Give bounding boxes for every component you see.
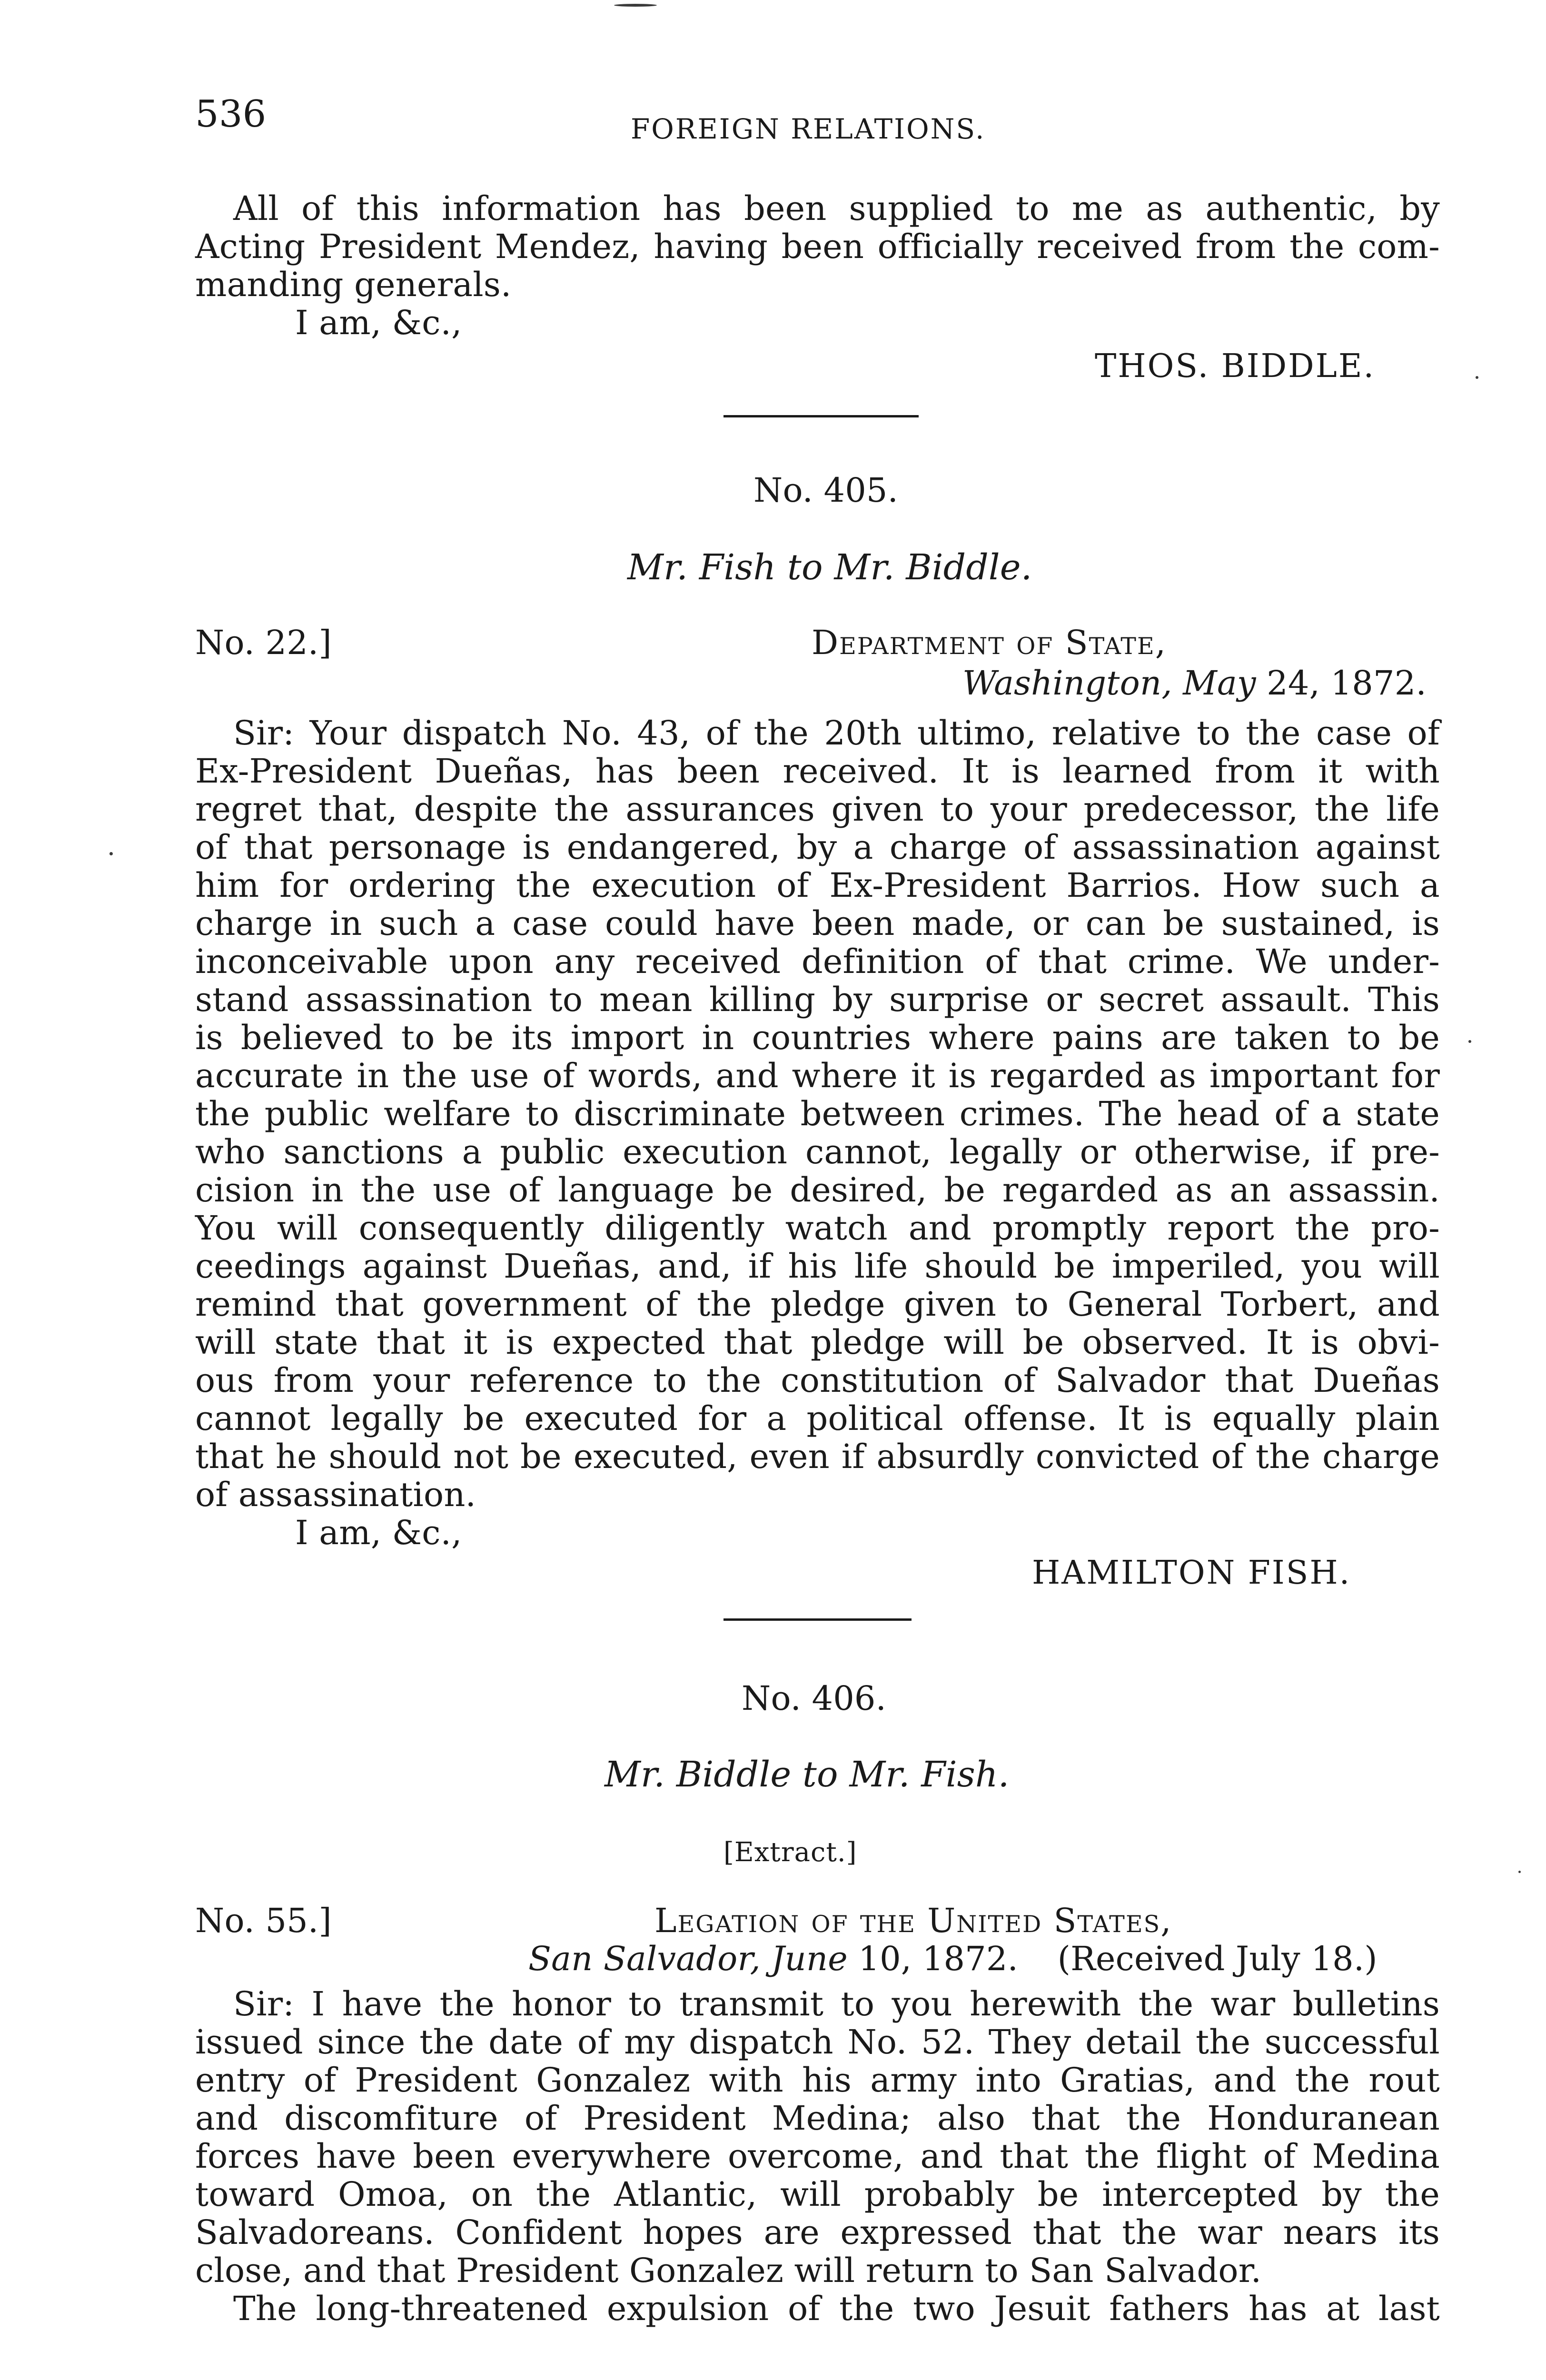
paragraph-line: accurate in the use of words, and where it is regarded as important for [195, 1056, 1440, 1095]
paragraph-line: manding generals. [195, 265, 512, 304]
paragraph-line: You will consequently diligently watch and promptly report the pro- [195, 1209, 1440, 1248]
scan-speck [614, 4, 657, 7]
extract-note: [Extract.] [723, 1837, 857, 1868]
dateline-place: Department of State, [812, 623, 1167, 662]
paragraph-line: that he should not be executed, even if absurdly convicted of the charge [195, 1437, 1440, 1476]
paragraph-line: Acting President Mendez, having been officially received from the com- [195, 227, 1440, 266]
paragraph-line: close, and that President Gonzalez will return to San Salvador. [195, 2251, 1262, 2290]
paragraph-line: Salvadoreans. Confident hopes are expressed that the war nears its [195, 2213, 1440, 2252]
paragraph-line: inconceivable upon any received definition of that crime. We under- [195, 942, 1440, 981]
document-number: No. 405. [753, 471, 899, 510]
dateline-month: May [1183, 664, 1256, 703]
paragraph-line: regret that, despite the assurances given to your predecessor, the life [195, 790, 1440, 829]
paragraph-line: remind that government of the pledge given to General Torbert, and [195, 1285, 1440, 1324]
paragraph-line: issued since the date of my dispatch No. 52. They detail the successful [195, 2023, 1440, 2062]
paragraph-line: ceedings against Dueñas, and, if his life should be imperiled, you will [195, 1247, 1440, 1286]
dateline-city: San Salvador, [528, 1939, 761, 1978]
paragraph-line: and discomfiture of President Medina; also that the Honduranean [195, 2099, 1440, 2138]
signature: HAMILTON FISH. [1032, 1554, 1351, 1592]
paragraph-line: the public welfare to discriminate between crimes. The head of a state [195, 1094, 1440, 1133]
section-divider [723, 415, 919, 417]
paragraph-line: who sanctions a public execution cannot, legally or otherwise, if pre- [195, 1132, 1440, 1171]
dateline [528, 1940, 1378, 1978]
dateline-place: Legation of the United States, [654, 1901, 1172, 1940]
paragraph-line: toward Omoa, on the Atlantic, will probably be intercepted by the [195, 2175, 1440, 2214]
dateline-city: Washington, [962, 664, 1172, 703]
dateline-day-year: 24, 1872. [1267, 664, 1427, 703]
dateline-received: (Received July 18.) [1057, 1939, 1378, 1978]
dateline-day-year: 10, 1872. [858, 1939, 1019, 1978]
page-number: 536 [195, 93, 267, 136]
dispatch-reference: No. 22.] [195, 623, 332, 662]
paragraph-line: All of this information has been supplied to me as authentic, by [233, 189, 1440, 228]
paragraph-line: The long-threatened expulsion of the two Jesuit fathers has at last [233, 2289, 1440, 2328]
signature: THOS. BIDDLE. [1095, 347, 1376, 385]
document-heading: Mr. Biddle to Mr. Fish. [605, 1754, 1010, 1795]
paragraph-line: of that personage is endangered, by a charge of assassination against [195, 828, 1440, 867]
scan-speck [109, 852, 113, 855]
running-title: FOREIGN RELATIONS. [631, 113, 986, 145]
paragraph-line: is believed to be its import in countries where pains are taken to be [195, 1018, 1440, 1057]
paragraph-line: Sir: I have the honor to transmit to you herewith the war bulletins [233, 1984, 1440, 2023]
document-number: No. 406. [742, 1679, 887, 1718]
scan-speck [1468, 1040, 1471, 1043]
dateline-month: June [771, 1939, 848, 1978]
document-heading: Mr. Fish to Mr. Biddle. [627, 547, 1032, 588]
paragraph-line: forces have been everywhere overcome, and that the flight of Medina [195, 2137, 1440, 2176]
paragraph-line: cannot legally be executed for a political offense. It is equally plain [195, 1399, 1440, 1438]
paragraph-line: cision in the use of language be desired, be regarded as an assassin. [195, 1170, 1440, 1210]
salutation-close: I am, &c., [295, 303, 462, 342]
paragraph-line: of assassination. [195, 1475, 476, 1514]
salutation-close: I am, &c., [295, 1513, 462, 1552]
paragraph-line: entry of President Gonzalez with his army into Gratias, and the rout [195, 2061, 1440, 2100]
scan-speck [1476, 376, 1478, 379]
scan-speck [1518, 1871, 1521, 1873]
paragraph-line: ous from your reference to the constitution of Salvador that Dueñas [195, 1361, 1440, 1400]
section-divider [723, 1618, 912, 1621]
paragraph-line: Sir: Your dispatch No. 43, of the 20th ultimo, relative to the case of [233, 714, 1440, 753]
paragraph-line: him for ordering the execution of Ex-President Barrios. How such a [195, 866, 1440, 905]
paragraph-line: stand assassination to mean killing by surprise or secret assault. This [195, 980, 1440, 1019]
dispatch-reference: No. 55.] [195, 1901, 332, 1940]
paragraph-line: Ex-President Dueñas, has been received. It is learned from it with [195, 752, 1440, 791]
paragraph-line: will state that it is expected that pledge will be observed. It is obvi- [195, 1323, 1440, 1362]
dateline [962, 664, 1427, 702]
paragraph-line: charge in such a case could have been made, or can be sustained, is [195, 904, 1440, 943]
